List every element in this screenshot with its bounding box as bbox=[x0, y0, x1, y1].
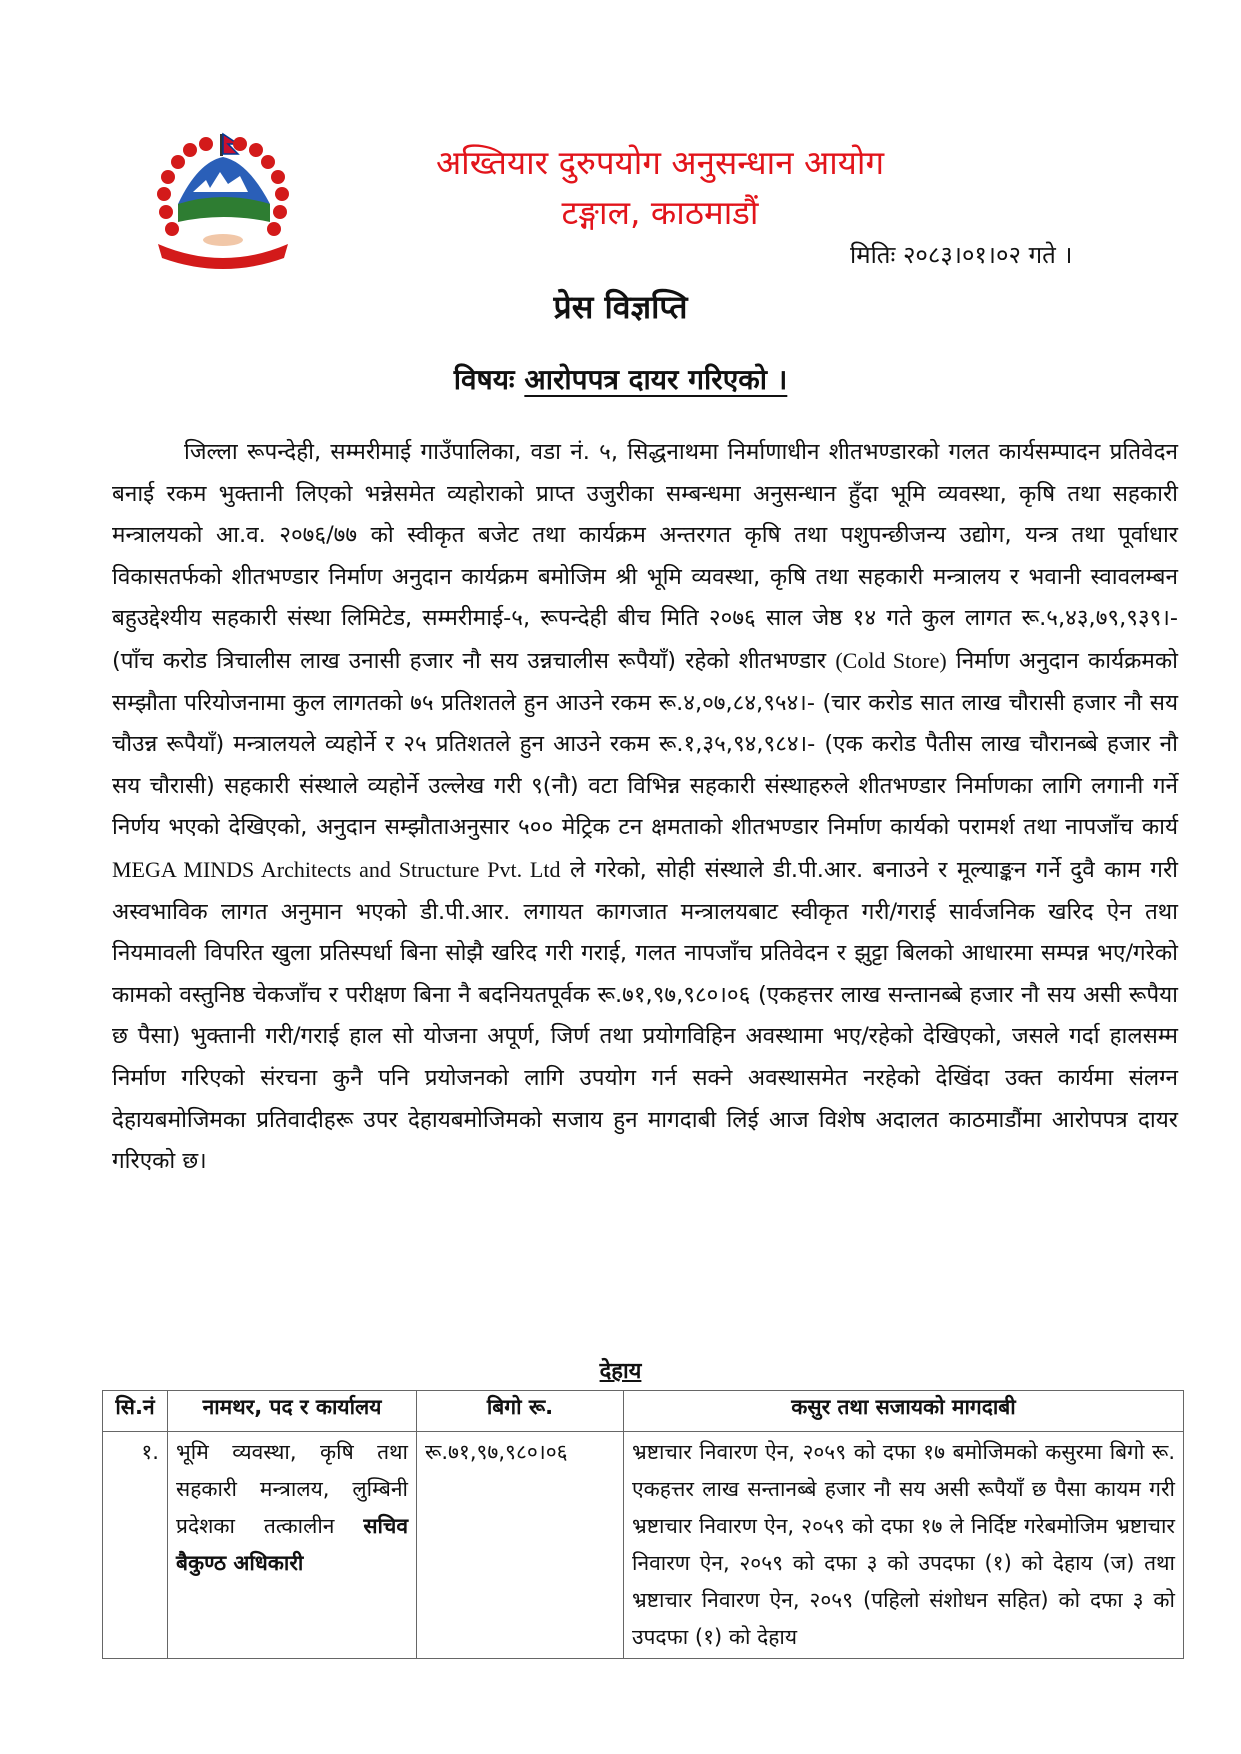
table-row bbox=[103, 1432, 1184, 1659]
defendant-name: सचिव बैकुण्ठ अधिकारी bbox=[176, 1514, 408, 1575]
cell-bigo: रू.७१,९७,९८०।०६ bbox=[417, 1432, 624, 1659]
header-charge: कसुर तथा सजायको मागदाबी bbox=[624, 1391, 1184, 1432]
body-latin-cold-store: (Cold Store) bbox=[835, 647, 947, 673]
table-caption: देहाय bbox=[599, 1359, 642, 1384]
name-office-text: भूमि व्यवस्था, कृषि तथा सहकारी मन्त्रालय, लुम्बिनी प्रदेशका तत्कालीन bbox=[176, 1440, 408, 1538]
subject-label: विषयः bbox=[453, 363, 515, 396]
body-text-2: निर्माण अनुदान कार्यक्रमको सम्झौता परियोजनामा कुल लागतको ७५ प्रतिशतले हुन आउने रकम रू.४,०७,८४,९५४।- (चार करोड सात लाख चौरासी हजार नौ सय चौउन्न रूपैयाँ) मन्त्रालयले व्यहोर्ने र २५ प्रतिशतले हुन आउने रकम रू.१,३५,९४,९८४।- (एक करोड पैतीस लाख चौरानब्बे हजार नौ सय चौरासी) सहकारी संस्थाले व्यहोर्ने उल्लेख गरी ९(नौ) वटा विभिन्न सहकारी संस्थाहरुले शीतभण्डार निर्माणका लागि लगानी गर्ने निर्णय भएको देखिएको, अनुदान सम्झौताअनुसार ५०० मेट्रिक टन क्षमताको शीतभण्डार निर्माण कार्यको परामर्श तथा नापजाँच कार्य bbox=[112, 647, 1178, 841]
table-header-row bbox=[103, 1391, 1184, 1432]
page-title: प्रेस विज्ञप्ति bbox=[553, 288, 688, 326]
body-paragraph bbox=[112, 432, 1178, 1183]
header-sn: सि.नं bbox=[103, 1391, 168, 1432]
date-line: मितिः २०८३।०१।०२ गते । bbox=[850, 241, 1073, 269]
header-bigo: बिगो रू. bbox=[417, 1391, 624, 1432]
subject-line bbox=[0, 360, 1241, 398]
org-name: अख्तियार दुरुपयोग अनुसन्धान आयोग bbox=[435, 143, 885, 182]
cell-sn: १. bbox=[103, 1432, 168, 1659]
body-latin-company: MEGA MINDS Architects and Structure Pvt. Ltd bbox=[112, 856, 561, 882]
nepal-emblem-logo bbox=[148, 132, 298, 272]
defendants-table bbox=[102, 1390, 1184, 1659]
body-text-1: जिल्ला रूपन्देही, सम्मरीमाई गाउँपालिका, वडा नं. ५, सिद्धनाथमा निर्माणाधीन शीतभण्डारको गलत कार्यसम्पादन प्रतिवेदन बनाई रकम भुक्तानी लिएको भन्नेसमेत व्यहोराको प्राप्त उजुरीका सम्बन्धमा अनुसन्धान हुँदा भूमि व्यवस्था, कृषि तथा सहकारी मन्त्रालयको आ.व. २०७६/७७ को स्वीकृत बजेट तथा कार्यक्रम अन्तरगत कृषि तथा पशुपन्छीजन्य उद्योग, यन्त्र तथा पूर्वाधार विकासतर्फको शीतभण्डार निर्माण अनुदान कार्यक्रम बमोजिम श्री भूमि व्यवस्था, कृषि तथा सहकारी मन्त्रालय र भवानी स्वावलम्बन बहुउद्देश्यीय सहकारी संस्था लिमिटेड, सम्मरीमाई-५, रूपन्देही बीच मिति २०७६ साल जेष्ठ १४ गते कुल लागत रू.५,४३,७९,९३९।- (पाँच करोड त्रिचालीस लाख उनासी हजार नौ सय उन्नचालीस रूपैयाँ) रहेको शीतभण्डार bbox=[112, 439, 1178, 674]
cell-name-office bbox=[168, 1432, 417, 1659]
cell-charge: भ्रष्टाचार निवारण ऐन, २०५९ को दफा १७ बमोजिमको कसुरमा बिगो रू. एकहत्तर लाख सन्तानब्बे हजार नौ सय असी रूपैयाँ छ पैसा कायम गरी भ्रष्टाचार निवारण ऐन, २०५९ को दफा १७ ले निर्दिष्ट गरेबमोजिम भ्रष्टाचार निवारण ऐन, २०५९ को दफा ३ को उपदफा (१) को देहाय (ज) तथा भ्रष्टाचार निवारण ऐन, २०५९ (पहिलो संशोधन सहित) को दफा ३ को उपदफा (१) को देहाय bbox=[624, 1432, 1184, 1659]
header-name-office: नामथर, पद र कार्यालय bbox=[168, 1391, 417, 1432]
body-text-3: ले गरेको, सोही संस्थाले डी.पी.आर. बनाउने र मूल्याङ्कन गर्ने दुवै काम गरी अस्वभाविक लागत अनुमान भएको डी.पी.आर. लगायत कागजात मन्त्रालयबाट स्वीकृत गरी/गराई सार्वजनिक खरिद ऐन तथा नियमावली विपरित खुला प्रतिस्पर्धा बिना सोझै खरिद गरी गराई, गलत नापजाँच प्रतिवेदन र झुट्टा बिलको आधारमा सम्पन्न भए/गरेको कामको वस्तुनिष्ठ चेकजाँच र परीक्षण बिना नै बदनियतपूर्वक रू.७१,९७,९८०।०६ (एकहत्तर लाख सन्तानब्बे हजार नौ सय असी रूपैया छ पैसा) भुक्तानी गरी/गराई हाल सो योजना अपूर्ण, जिर्ण तथा प्रयोगविहिन अवस्थामा भए/रहेको देखिएको, जसले गर्दा हालसम्म निर्माण गरिएको संरचना कुनै पनि प्रयोजनको लागि उपयोग गर्न सक्ने अवस्थासमेत नरहेको देखिंदा उक्त कार्यमा संलग्न देहायबमोजिमका प्रतिवादीहरू उपर देहायबमोजिमको सजाय हुन मागदाबी लिई आज विशेष अदालत काठमाडौंमा आरोपपत्र दायर गरिएको छ। bbox=[112, 856, 1178, 1175]
emblem-icon bbox=[148, 132, 298, 272]
org-header bbox=[380, 138, 940, 238]
org-location: टङ्गाल, काठमाडौं bbox=[561, 193, 759, 232]
subject-text: आरोपपत्र दायर गरिएको । bbox=[524, 363, 788, 396]
